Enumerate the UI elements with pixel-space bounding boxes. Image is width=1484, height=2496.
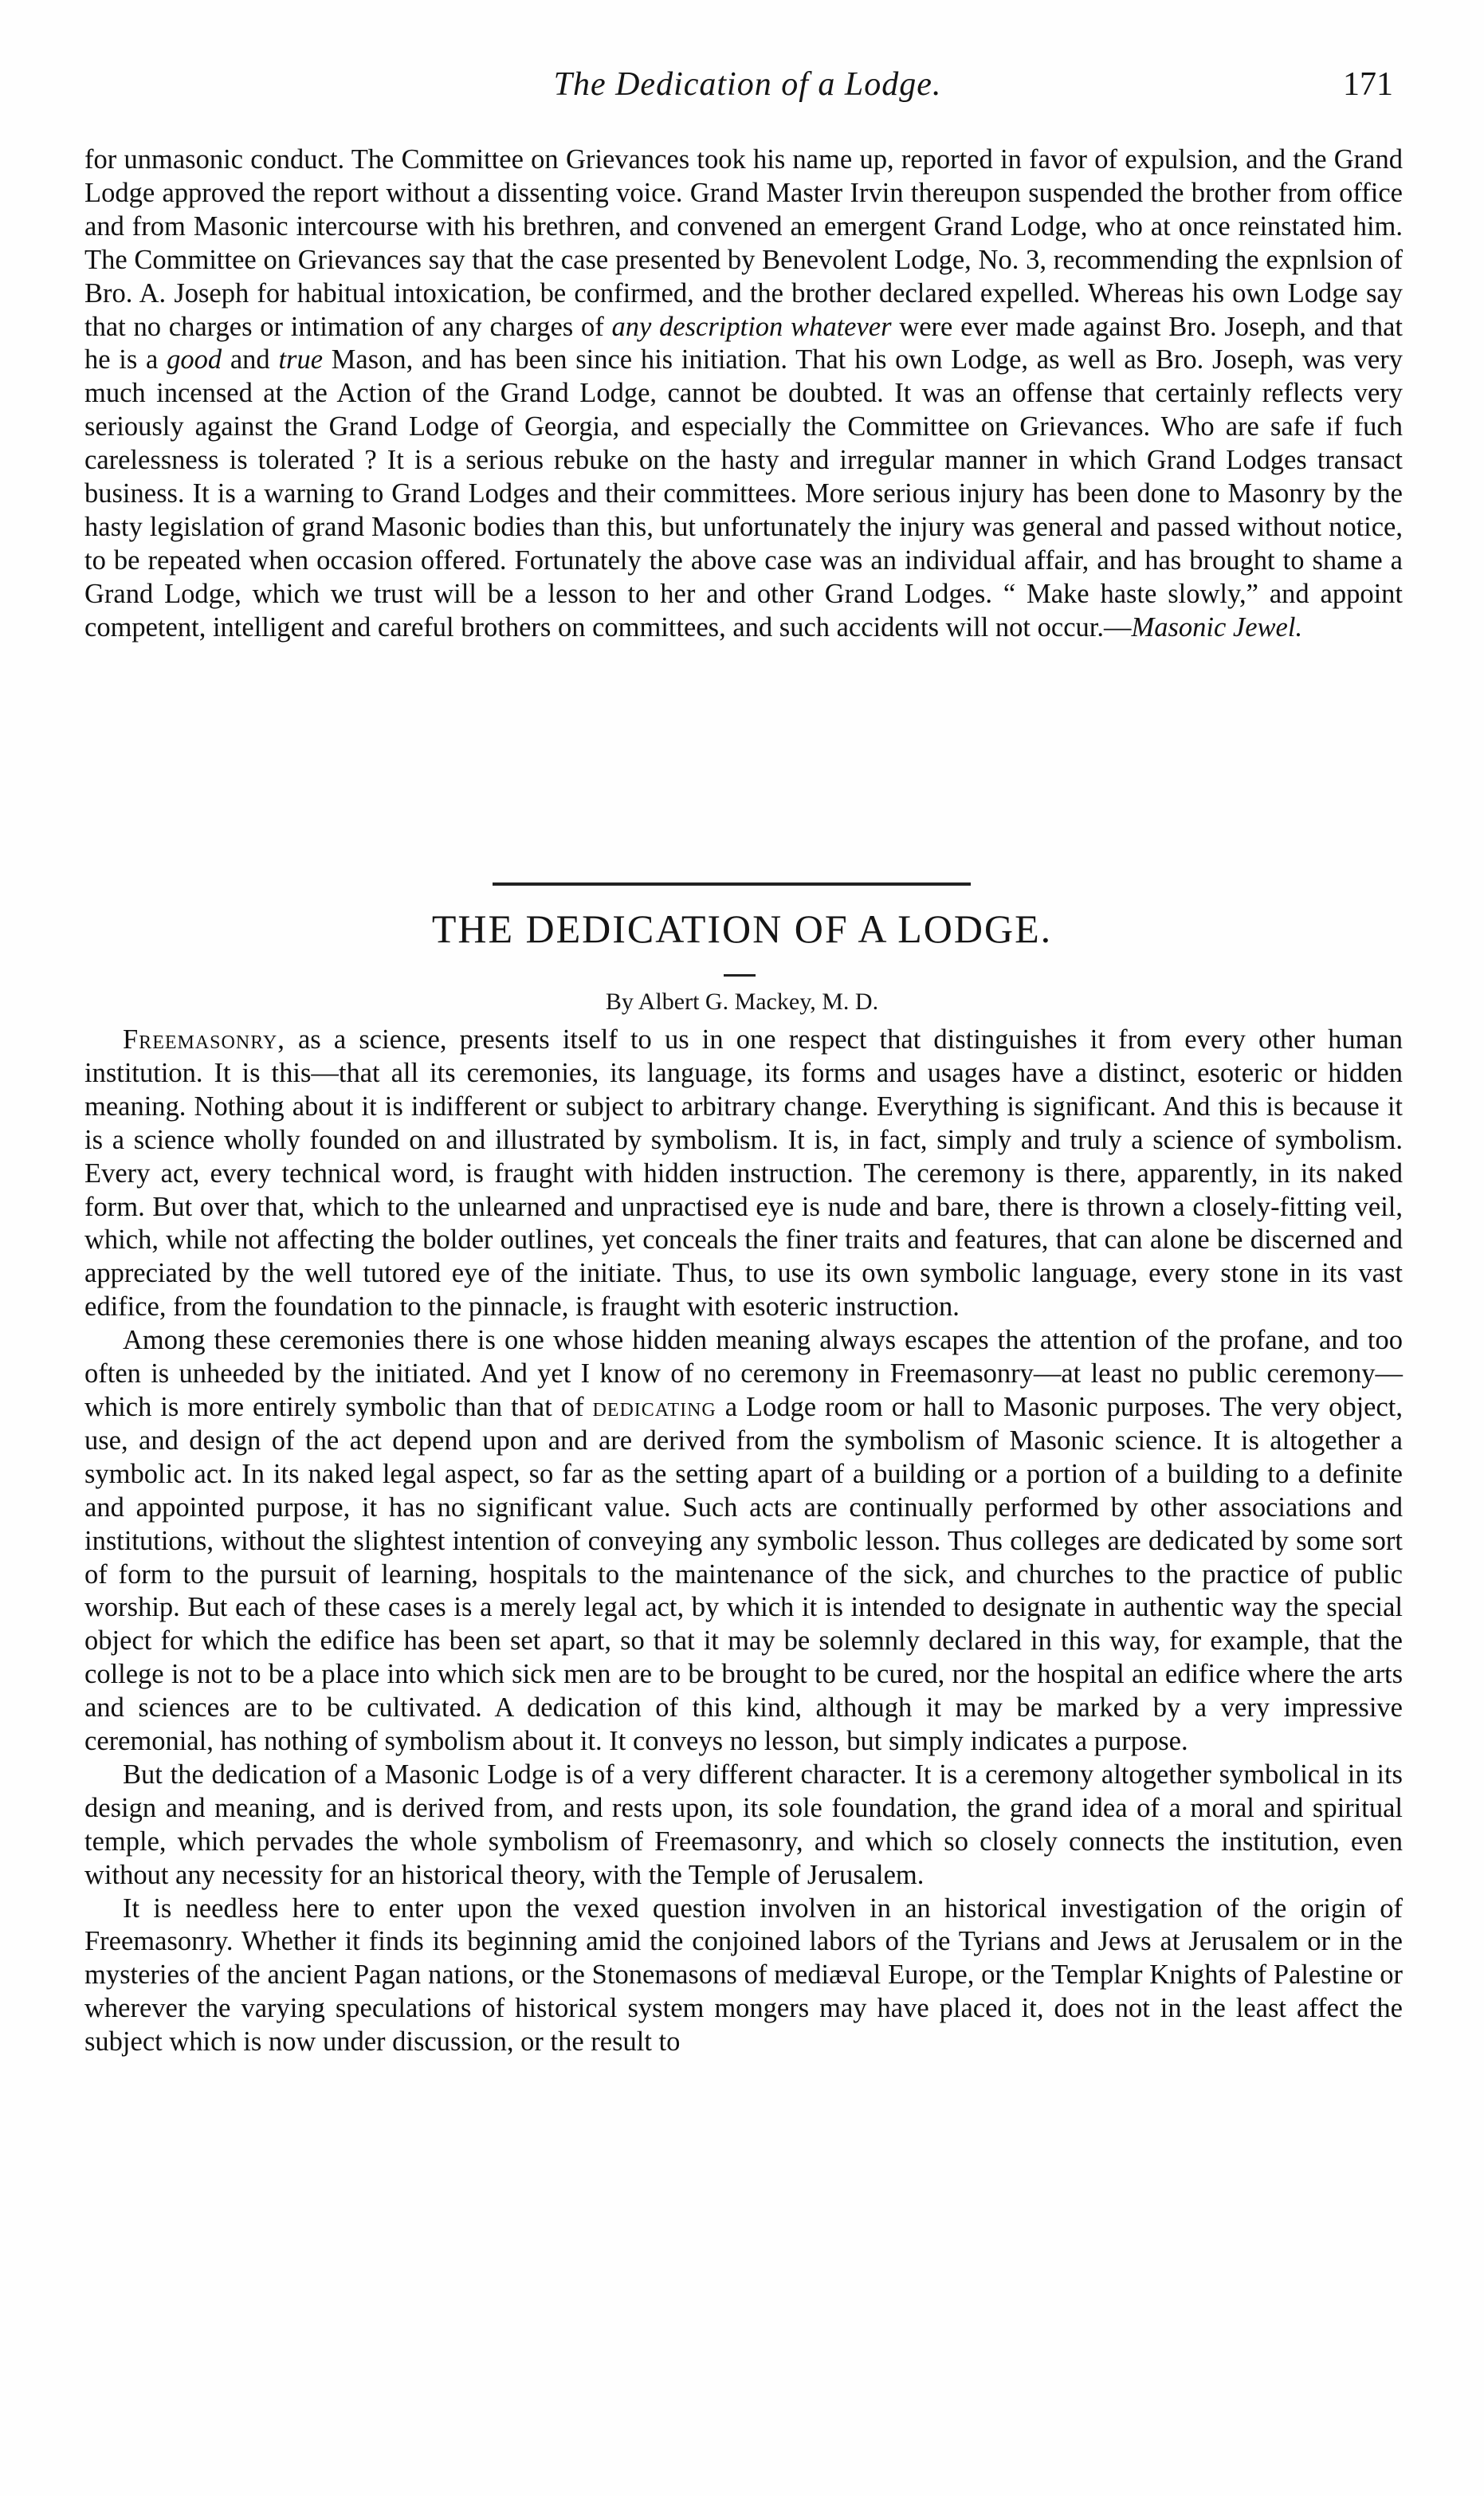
previous-article-text: were ever made against Bro. Joseph, and that he is a <box>84 311 1403 375</box>
paragraph-text: But the dedication of a Masonic Lodge is of a very different character. It is a ceremony altogether symbolical in its design and meaning, and is derived from, and rests upon, its sole foundation, the grand idea of a moral and spiritual temple, which pervades the whole symbolism of Freemasonry, and which so closely connects the institution, even without any necessity for an historical theory, with the Temple of Jerusalem. <box>84 1759 1403 1890</box>
paragraph-text: It is needless here to enter upon the vexed question involven in an historical investigation of the origin of Freemasonry. Whether it finds its beginning amid the conjoined labors of the Tyrians and Jews at Jerusalem or in the mysteries of the ancient Pagan nations, or the Stonemasons of mediæval Europe, or the Templar Knights of Palestine or wherever the varying speculations of historical system mongers may have placed it, does not in the least affect the subject which is now under discussion, or the result to <box>84 1893 1403 2058</box>
running-title: The Dedication of a Lodge. <box>553 66 942 103</box>
source-attribution: Masonic Jewel. <box>1131 611 1303 643</box>
emphasis-good: good <box>167 344 222 375</box>
previous-article-paragraph <box>84 143 1403 645</box>
article-paragraph-3 <box>84 1759 1403 1893</box>
article-paragraph-2 <box>84 1324 1403 1759</box>
previous-article-text: Mason, and has been since his initiation. That his own Lodge, as well as Bro. Joseph, was very much incensed at the Action of the Grand Lodge, cannot be doubted. It was an offense that certainly reflects very seriously against the Grand Lodge of Georgia, and especially the Committee on Grievances. Who are safe if fuch carelessness is tolerated ? It is a serious rebuke on the hasty and irregular manner in which Grand Lodges transact business. It is a warning to Grand Lodges and their committees. More serious injury has been done to Masonry by the hasty legislation of grand Masonic bodies than this, but unfortunately the injury was general and passed without notice, to be repeated when occasion offered. Fortunately the above case was an individual affair, and has brought to shame a Grand Lodge, which we trust will be a lesson to her and other Grand Lodges. “ Make haste slowly,” and appoint competent, intelligent and careful brothers on committees, and such accidents will not occur.— <box>84 344 1403 643</box>
emphasis-true: true <box>278 344 324 375</box>
emphasis-any-description: any description whatever <box>611 311 892 342</box>
smallcaps-dedicating: dedicating <box>592 1391 716 1422</box>
page-number: 171 <box>1343 66 1393 103</box>
article-byline: By Albert G. Mackey, M. D. <box>605 989 879 1015</box>
section-divider <box>493 882 971 886</box>
paragraph-text: as a science, presents itself to us in one respect that distinguishes it from every other human institution. It is this—that all its ceremonies, its language, its forms and usages have a distinct, esoteric or hidden meaning. Nothing about it is indifferent or subject to arbitrary change. Everything is significant. And this is because it is a science wholly founded on and illustrated by symbolism. It is, in fact, simply and truly a science of symbolism. Every act, every technical word, is fraught with hidden instruction. The ceremony is there, apparently, in its naked form. But over that, which to the unlearned and unpractised eye is nude and bare, there is thrown a closely-fitting veil, which, while not affecting the bolder outlines, yet conceals the finer traits and features, that can alone be discerned and appreciated by the well tutored eye of the initiate. Thus, to use its own symbolic language, every stone in its vast edifice, from the foundation to the pinnacle, is fraught with esoteric instruction. <box>84 1024 1403 1323</box>
previous-article-text: for unmasonic conduct. The Committee on Grievances took his name up, reported in favor of expulsion, and the Grand Lodge approved the report without a dissenting voice. Grand Master Irvin thereupon suspended the brother from office and from Masonic intercourse with his brethren, and convened an emergent Grand Lodge, who at once reinstated him. The Committee on Grievances say that the case presented by Benevolent Lodge, No. 3, recommending the expnlsion of Bro. A. Joseph for habitual intoxication, be confirmed, and the brother declared expelled. Whereas his own Lodge say that no charges or intimation of any charges of <box>84 144 1403 342</box>
previous-article-continuation <box>84 143 1403 645</box>
paragraph-lead-word: Freemasonry, <box>123 1024 285 1055</box>
article-paragraph-1 <box>84 1024 1403 1324</box>
article-paragraph-4 <box>84 1893 1403 2060</box>
article-body <box>84 1024 1403 2059</box>
paragraph-text: Among these ceremonies there is one whose hidden meaning always escapes the attention of the profane, and too often is unheeded by the initiated. And yet I know of no ceremony in Freemasonry—at least no public ceremony—which is more entirely symbolic than that of <box>84 1325 1403 1422</box>
heading-ornament-rule <box>724 974 756 977</box>
running-head <box>86 65 1409 113</box>
paragraph-text: a Lodge room or hall to Masonic purposes. The very object, use, and design of the act depend upon and are derived from the symbolism of Masonic science. It is altogether a symbolic act. In its naked legal aspect, so far as the setting apart of a building or a portion of a building to a definite and appointed purpose, it has no significant value. Such acts are continually performed by other associations and institutions, without the slightest intention of conveying any symbolic lesson. Thus colleges are dedicated by some sort of form to the pursuit of learning, hospitals to the maintenance of the sick, and churches to the practice of public worship. But each of these cases is a merely legal act, by which it is intended to designate in authentic way the special object for which the edifice has been set apart, so that it may be solemnly declared in this way, for example, that the college is not to be a place into which sick men are to be brought to be cured, nor the hospital an edifice where the arts and sciences are to be cultivated. A dedication of this kind, although it may be marked by a very impressive ceremonial, has nothing of symbolism about it. It conveys no lesson, but simply indicates a purpose. <box>84 1391 1403 1757</box>
article-heading: THE DEDICATION OF A LODGE. <box>431 906 1053 951</box>
previous-article-text: and <box>222 344 279 375</box>
